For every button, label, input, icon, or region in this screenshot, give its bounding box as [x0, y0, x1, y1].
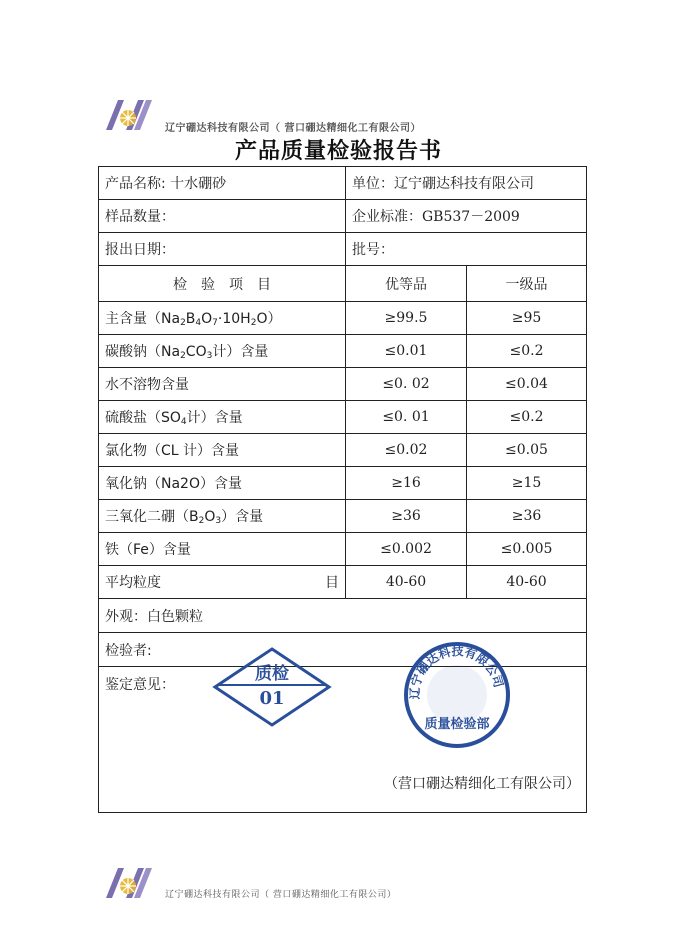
table-row	[99, 200, 587, 233]
table-row	[99, 467, 587, 500]
grade1-cell: ≤0. 02	[346, 368, 467, 401]
qc-stamp-bottom: 01	[259, 688, 285, 709]
grade2-cell: ≤0.2	[467, 335, 587, 368]
grade2-cell: ≤0.04	[467, 368, 587, 401]
table-row	[99, 599, 587, 633]
table-row	[99, 401, 587, 434]
table-row	[99, 533, 587, 566]
grade1-cell: ≥16	[346, 467, 467, 500]
inspector-cell: 检验者:	[99, 633, 587, 667]
appearance-value: 白色颗粒	[147, 608, 203, 625]
table-row	[99, 335, 587, 368]
page-title: 产品质量检验报告书	[234, 138, 442, 164]
item-cell: 碳酸钠（$Na_2CO_3$计）含量	[99, 335, 346, 368]
round-seal-icon	[402, 640, 512, 750]
item-cell: 氧化钠（Na2O）含量	[99, 467, 346, 500]
grade1-cell: 40-60	[346, 566, 467, 599]
standard-cell: 企业标准：GB537－2009	[346, 200, 587, 233]
table-row	[99, 368, 587, 401]
standard-value: GB537－2009	[422, 209, 520, 225]
grade1-cell: ≥36	[346, 500, 467, 533]
grade2-cell: ≤0.05	[467, 434, 587, 467]
mesh-unit: 目	[325, 575, 339, 591]
product-value: 十水硼砂	[170, 176, 227, 192]
table-row	[99, 434, 587, 467]
product-cell: 产品名称: 十水硼砂	[99, 167, 346, 200]
column-header-item: 检 验 项 目	[99, 266, 346, 302]
batch-cell: 批号：	[346, 233, 587, 266]
svg-text:质量检验部: 质量检验部	[424, 717, 490, 732]
table-row	[99, 500, 587, 533]
item-cell: 氯化物（CL 计）含量	[99, 434, 346, 467]
grade2-cell: ≤0.005	[467, 533, 587, 566]
table-row	[99, 233, 587, 266]
item-cell: 主含量$(Na_2B_4O_7\cdot 10H_2O)$	[99, 302, 346, 335]
grade2-cell: ≤0.2	[467, 401, 587, 434]
table-row	[99, 302, 587, 335]
grade1-cell: ≤0.01	[346, 335, 467, 368]
unit-value: 辽宁硼达科技有限公司	[394, 176, 534, 192]
table-row	[99, 667, 587, 813]
quantity-cell: 样品数量：	[99, 200, 346, 233]
item-cell: 水不溶物含量	[99, 368, 346, 401]
column-header-grade2: 一级品	[467, 266, 587, 302]
opinion-label: 鉴定意见：	[105, 677, 175, 693]
opinion-cell	[99, 667, 587, 813]
table-row	[99, 566, 587, 599]
grade1-cell: ≤0. 01	[346, 401, 467, 434]
table-row	[99, 633, 587, 667]
appearance-cell: 外观：白色颗粒	[99, 599, 587, 633]
svg-text:辽宁硼达科技有限公司: 辽宁硼达科技有限公司	[407, 644, 506, 700]
company-header: 辽宁硼达科技有限公司（ 营口硼达精细化工有限公司）	[165, 123, 421, 134]
company-footer: 辽宁硼达科技有限公司（ 营口硼达精细化工有限公司）	[165, 890, 397, 900]
qc-stamp	[212, 646, 332, 728]
item-cell: 三氧化二硼$(B_2O_3)$含量	[99, 500, 346, 533]
grade2-cell: 40-60	[467, 566, 587, 599]
unit-cell: 单位：辽宁硼达科技有限公司	[346, 167, 587, 200]
item-cell: 铁（Fe）含量	[99, 533, 346, 566]
table-row	[99, 167, 587, 200]
grade1-cell: ≤0.002	[346, 533, 467, 566]
qc-stamp-top: 质检	[255, 664, 289, 684]
grade2-cell: ≥95	[467, 302, 587, 335]
grade1-cell: ≤0.02	[346, 434, 467, 467]
company-logo-icon	[104, 866, 156, 900]
table-header-row	[99, 266, 587, 302]
report-table	[98, 166, 587, 813]
item-cell: 平均粒度 目	[99, 566, 346, 599]
column-header-grade1: 优等品	[346, 266, 467, 302]
date-cell: 报出日期：	[99, 233, 346, 266]
grade1-cell: ≥99.5	[346, 302, 467, 335]
company-logo-icon	[104, 98, 156, 132]
item-cell: 硫酸盐（$SO_4$计）含量	[99, 401, 346, 434]
grade2-cell: ≥36	[467, 500, 587, 533]
opinion-company: （营口硼达精细化工有限公司）	[384, 776, 580, 792]
grade2-cell: ≥15	[467, 467, 587, 500]
